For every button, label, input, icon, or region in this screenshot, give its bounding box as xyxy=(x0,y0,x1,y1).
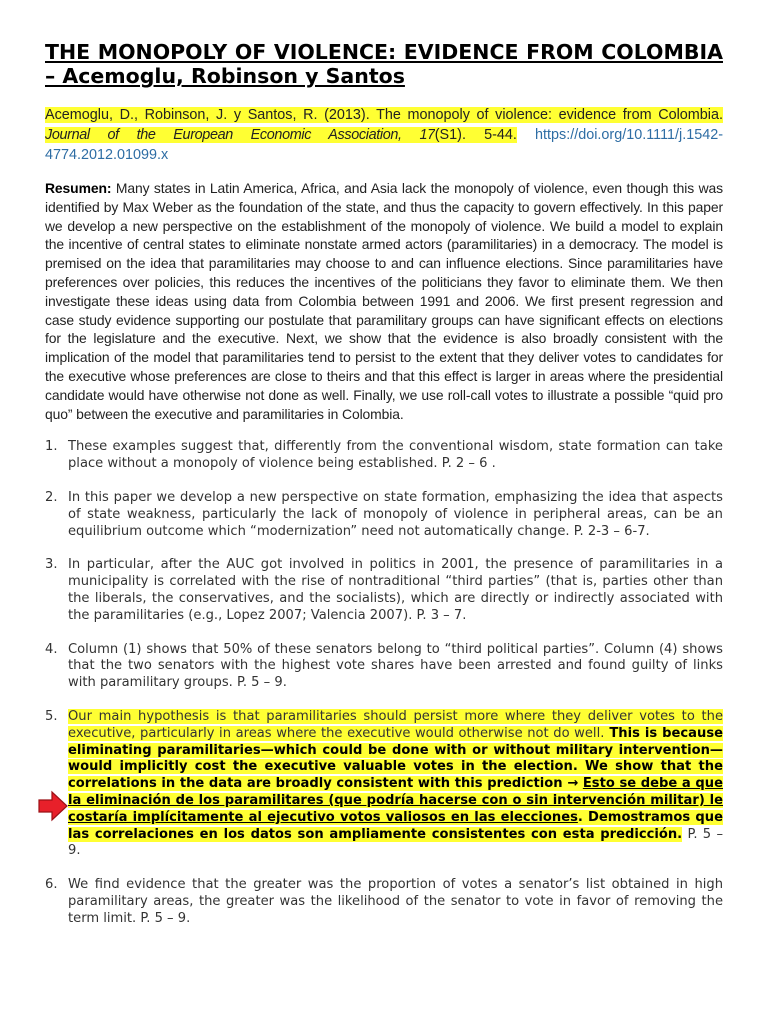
list-item xyxy=(45,490,723,540)
spanish-translation-rest: . Demostramos que las correlaciones en los datos son ampliamente consistentes con esta predicción. xyxy=(68,809,723,842)
list-number: 1. xyxy=(45,439,58,455)
citation-journal: Journal of the European Economic Association, 17 xyxy=(45,127,435,143)
list-item xyxy=(45,439,723,473)
list-item-key-hypothesis xyxy=(45,709,723,860)
list-item xyxy=(45,877,723,927)
points-list xyxy=(45,439,723,927)
hypothesis-bold: This is because eliminating paramilitaries—which could be done with or without military intervention—would implicitly cost the executive valuable votes in the election. We show that the correlations in the data are broadly consistent with this prediction xyxy=(68,725,723,792)
abstract-text: Many states in Latin America, Africa, and Asia lack the monopoly of violence, even though this was identified by Max Weber as the foundation of the state, and thus the capacity to govern effectively. In this paper we develop a new perspective on the establishment of the monopoly of violence. We build a model to explain the incentive of central states to eliminate nonstate armed actors (paramilitaries) in a democracy. The model is premised on the idea that paramilitaries may choose to and can influence elections. Since paramilitaries have preferences over policies, this reduces the incentives of the politicians they favor to eliminate them. We then investigate these ideas using data from Colombia between 1991 and 2006. We first present regression and case study evidence supporting our postulate that paramilitary groups can have significant effects on elections for the legislature and the executive. Next, we show that the evidence is also broadly consistent with the implication of the model that paramilitaries tend to persist to the extent that they deliver votes to candidates for the executive whose preferences are close to theirs and that this effect is larger in areas where the presidential candidate would have otherwise not done as well. Finally, we use roll-call votes to illustrate a possible “quid pro quo” between the executive and paramilitaries in Colombia. xyxy=(45,180,723,422)
list-number: 6. xyxy=(45,877,58,893)
list-item-text: We find evidence that the greater was the proportion of votes a senator’s list obtained in high paramilitary areas, the greater was the likelihood of the senator to vote in favor of removing the term limit. P. 5 – 9. xyxy=(68,877,723,926)
abstract xyxy=(45,179,723,423)
list-number: 4. xyxy=(45,641,58,657)
spanish-translation-underlined: Esto se debe a que la eliminación de los paramilitares (que podría hacerse con o sin intervención militar) le costaría implícitamente al ejecutivo votos valiosos en las elecciones xyxy=(68,776,723,825)
list-number: 5. xyxy=(45,708,58,724)
list-item-text: Column (1) shows that 50% of these senators belong to “third political parties”. Column (4) shows that the two senators with the highest vote shares have been arrested and found guilty of links with paramilitary groups. P. 5 – 9. xyxy=(68,641,723,691)
citation xyxy=(45,105,723,165)
abstract-label: Resumen: xyxy=(45,180,112,196)
translation-arrow: → xyxy=(562,776,583,792)
list-item-text: These examples suggest that, differently from the conventional wisdom, state formation can take place without a monopoly of violence being established. P. 2 – 6 . xyxy=(68,439,723,472)
citation-issue-pages: (S1). 5-44. xyxy=(434,127,517,143)
list-number: 3. xyxy=(45,557,58,573)
red-arrow-icon xyxy=(38,790,68,822)
list-item-text: In particular, after the AUC got involved in politics in 2001, the presence of paramilitaries in a municipality is correlated with the rise of nontraditional “third parties” (that is, parties other than the liberals, the conservatives, and the socialists), which are directly or indirectly associated with the paramilitaries (e.g., Lopez 2007; Valencia 2007). P. 3 – 7. xyxy=(68,557,723,623)
list-item xyxy=(45,557,723,624)
list-item xyxy=(45,642,723,692)
document-title: THE MONOPOLY OF VIOLENCE: EVIDENCE FROM COLOMBIA – Acemoglu, Robinson y Santos xyxy=(45,40,723,88)
hypothesis-highlight: Our main hypothesis is that paramilitaries should persist more where they deliver votes to the executive, particularly in areas where the executive would otherwise not do well. xyxy=(68,708,723,741)
list-item-text: In this paper we develop a new perspective on state formation, emphasizing the idea that aspects of state weakness, particularly the lack of monopoly of violence in peripheral areas, can be an equilibrium outcome which “modernization” need not automatically change. P. 2-3 – 6-7. xyxy=(68,489,723,539)
citation-doi-link[interactable]: https://doi.org/10.1111/j.1542-4774.2012.01099.x xyxy=(45,127,724,163)
hypothesis-pages: P. 5 – 9. xyxy=(68,826,723,859)
list-number: 2. xyxy=(45,489,58,505)
citation-authors-title: Acemoglu, D., Robinson, J. y Santos, R. (2013). The monopoly of violence: evidence from Colombia. xyxy=(45,107,723,123)
